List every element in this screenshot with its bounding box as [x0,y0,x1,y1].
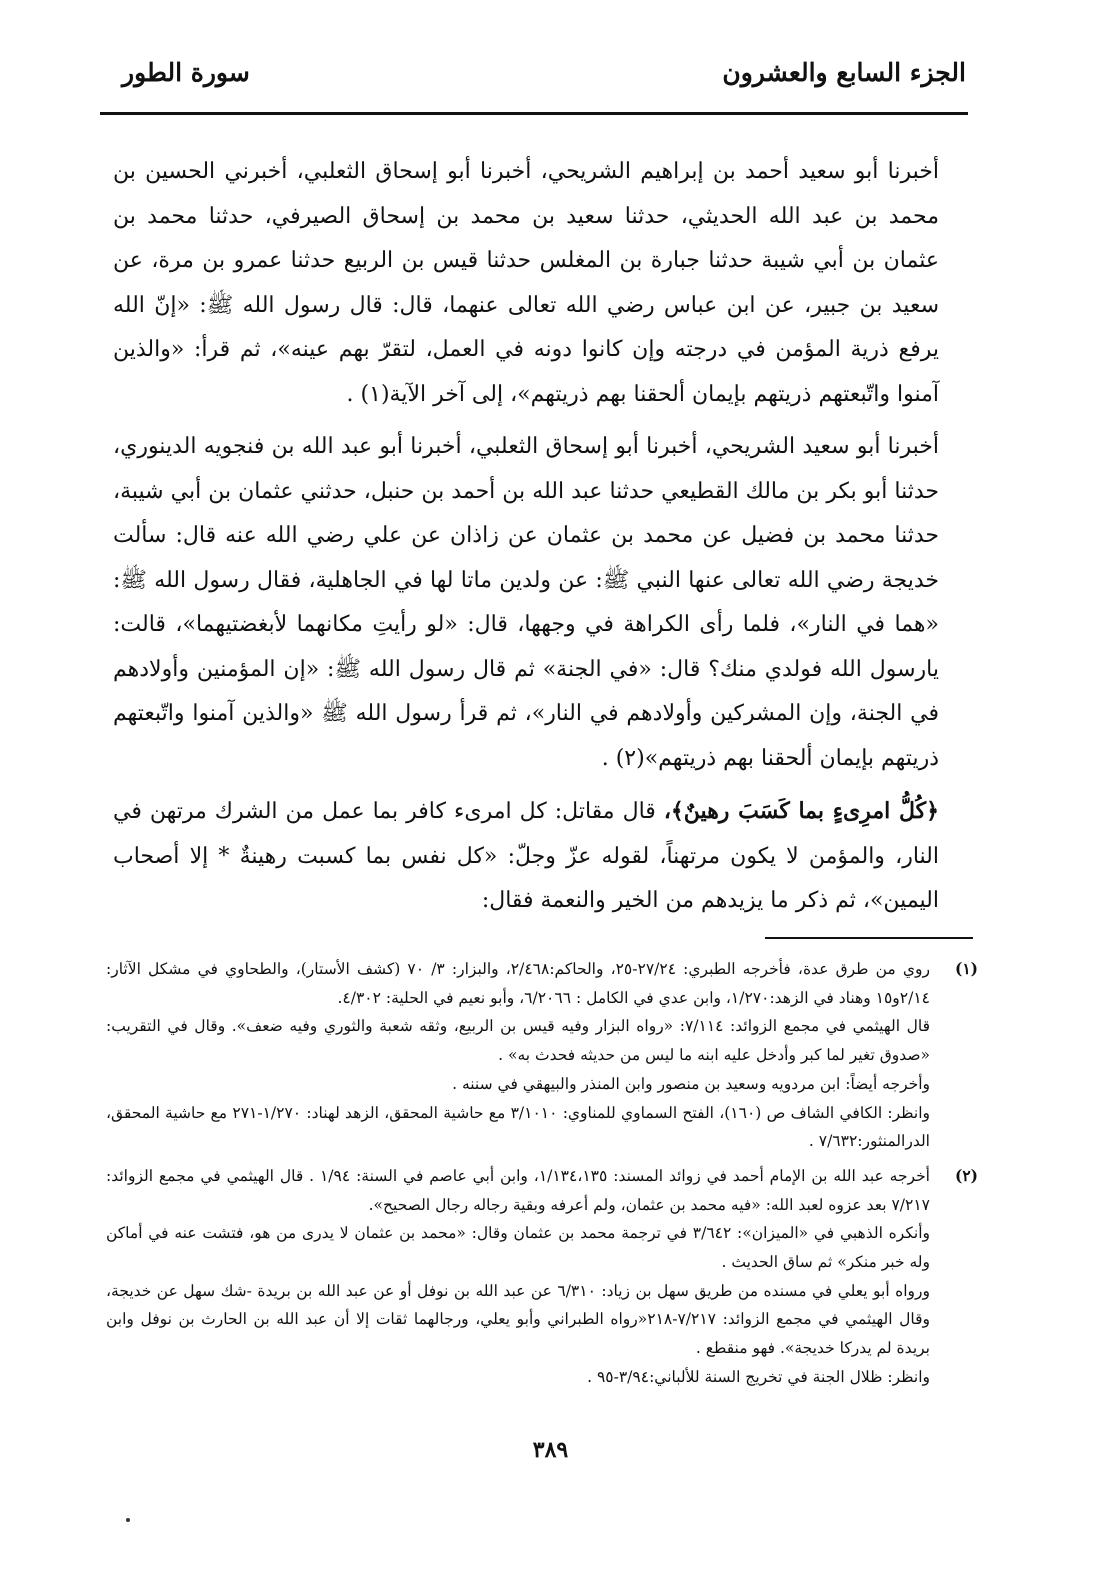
running-header-part: الجزء السابع والعشرون [722,58,966,87]
footnote-number: (١) [954,959,978,978]
scan-speck [126,1518,130,1522]
paragraph-2: أخبرنا أبو سعيد الشريحي، أخبرنا أبو إسحاق الثعلبي، أخبرنا أبو عبد الله بن فنجويه الدينوري، حدثنا أبو بكر بن مالك القطيعي حدثنا عبد الله بن أحمد بن حنبل، حدثني عثمان بن أبي شيبة، حدثنا محمد بن فضيل عن محمد بن عثمان عن زاذان عن علي رضي الله عنه قال: سألت خديجة رضي الله تعالى عنها النبي ﷺ: عن ولدين ماتا لها في الجاهلية، فقال رسول الله ﷺ: «هما في النار»، فلما رأى الكراهة في وجهها، قال: «لو رأيتِ مكانهما لأبغضتيهما»، قالت: يارسول الله فولدي منك؟ قال: «في الجنة» ثم قال رسول الله ﷺ: «إن المؤمنين وأولادهم في الجنة، وإن المشركين وأولادهم في النار»، ثم قرأ رسول الله ﷺ «والذين آمنوا واتّبعتهم ذريتهم بإيمان ألحقنا بهم ذريتهم»(٢) . [113,434,939,771]
footnote-line: أخرجه عبد الله بن الإمام أحمد في زوائد المسند: ١/١٣٤،١٣٥، وابن أبي عاصم في السنة: ١/٩٤ . قال الهيثمي في مجمع الزوائد: ٧/٢١٧ بعد عزوه لعبد الله: «فيه محمد بن عثمان، ولم أعرفه وبقية رجاله رجال الصحيح». [106,1166,930,1214]
quran-verse: ﴿كُلُّ امرِىءٍ بما كَسَبَ رهينٌ﴾، [663,798,939,824]
paragraph-1: أخبرنا أبو سعيد أحمد بن إبراهيم الشريحي، أخبرنا أبو إسحاق الثعلبي، أخبرني الحسين بن محمد بن عبد الله الحديثي، حدثنا سعيد بن محمد بن إسحاق الصيرفي، حدثنا محمد بن عثمان بن أبي شيبة حدثنا جبارة بن المغلس حدثنا قيس بن الربيع حدثنا عمرو بن مرة، عن سعيد بن جبير، عن ابن عباس رضي الله تعالى عنهما، قال: قال رسول الله ﷺ: «إنّ الله يرفع ذرية المؤمن في درجته وإن كانوا دونه في العمل، لتقرّ بهم عينه»، ثم قرأ: «والذين آمنوا واتّبعتهم ذريتهم بإيمان ألحقنا بهم ذريتهم»، إلى آخر الآية(١) . [113,159,939,407]
footnote-line: وانظر: الكافي الشاف ص (١٦٠)، الفتح السماوي للمناوي: ٣/١٠١٠ مع حاشية المحقق، الزهد لهناد: ١/٢٧٠-٢٧١ مع حاشية المحقق، الدرالمنثور:٧/٦٣٢ . [106,1103,930,1151]
paragraph-3 [113,789,973,924]
footnote-line: وأخرجه أيضاً: ابن مردويه وسعيد بن منصور وابن المنذر والبيهقي في سننه . [452,1074,930,1093]
paragraph-3-text: قال مقاتل: كل امرىء كافر بما عمل من الشرك مرتهن في النار، والمؤمن لا يكون مرتهناً، لقوله عزّ وجلّ: «كل نفس بما كسبت رهينةٌ * إلا أصحاب اليمين»، ثم ذكر ما يزيدهم من الخير والنعمة فقال: [113,799,939,913]
footnote-line: روي من طرق عدة، فأخرجه الطبري: ٢٧/٢٤-٢٥، والحاكم:٢/٤٦٨، والبزار: ٣/ ٧٠ (كشف الأستار)، والطحاوي في مشكل الآثار: ٢/١٤و١٥ وهناد في الزهد:١/٢٧٠، وابن عدي في الكامل : ٦/٢٠٦٦، وأبو نعيم في الحلية: ٤/٣٠٢. [106,960,930,1007]
footnote-1 [106,955,978,1156]
header-rule [100,112,968,115]
footnotes [106,955,978,1392]
page-number: ٣٨٩ [532,1437,569,1463]
footnote-line: ورواه أبو يعلي في مسنده من طريق سهل بن زياد: ٦/٣١٠ عن عبد الله بن نوفل أو عن عبد الله بن بريدة -شك سهل عن خديجة، وقال الهيثمي في مجمع الزوائد: ٧/٢١٧-٢١٨«رواه الطبراني وأبو يعلي، ورجالهما ثقات إلا أن عبد الله بن الحارث بن نوفل وابن بريدة لم يدركا خديجة». فهو منقطع . [106,1281,930,1358]
running-header-surah: سورة الطور [122,58,250,87]
footnote-number: (٢) [954,1165,978,1185]
footnote-line: وأنكره الذهبي في «الميزان»: ٣/٦٤٢ في ترجمة محمد بن عثمان وقال: «محمد بن عثمان لا يدرى من هو، فتشت عنه في أماكن وله خبر منكر» ثم ساق الحديث . [106,1224,930,1272]
main-text [113,150,973,924]
footnote-2 [106,1162,978,1392]
footnote-line: قال الهيثمي في مجمع الزوائد: ٧/١١٤: «رواه البزار وفيه قيس بن الربيع، وثقه شعبة والثوري وفيه ضعف». وقال في التقريب: «صدوق تغير لما كبر وأدخل عليه ابنه ما ليس من حديثه فحدث به» . [106,1017,930,1065]
footnote-line: وانظر: ظلال الجنة في تخريج السنة للألباني:٣/٩٤-٩٥ . [587,1367,930,1386]
footnote-rule [765,937,973,939]
